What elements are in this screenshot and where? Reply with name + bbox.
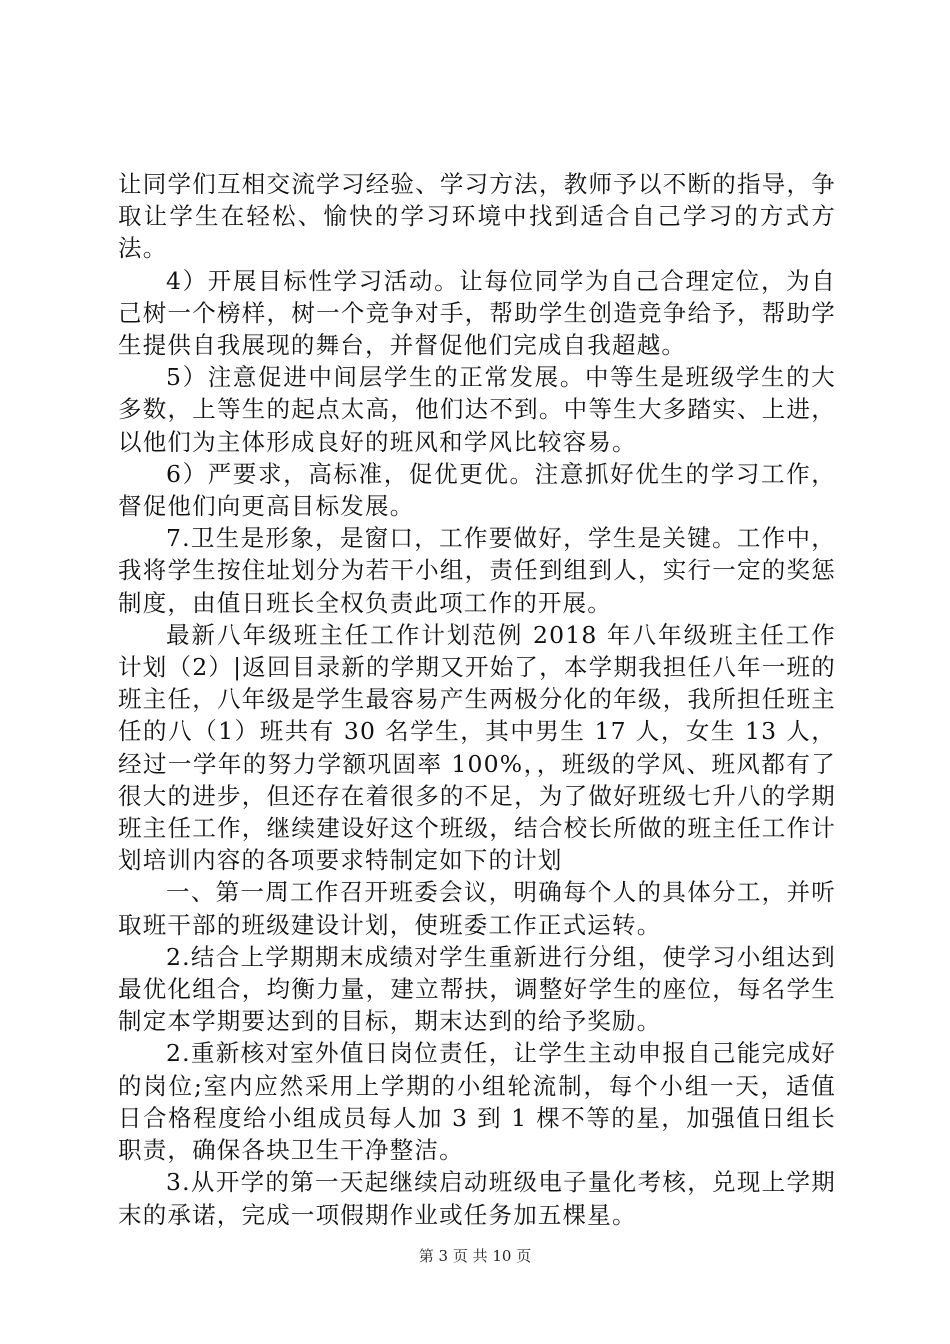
paragraph: 5）注意促进中间层学生的正常发展。中等生是班级学生的大多数，上等生的起点太高，他们达不到。中等生大多踏实、上进，以他们为主体形成良好的班风和学风比较容易。 — [118, 363, 836, 456]
page-footer: 第 3 页 共 10 页 — [418, 1247, 532, 1265]
paragraph: 7.卫生是形象，是窗口，工作要做好，学生是关键。工作中，我将学生按住址划分为若干小组，责任到组到人，实行一定的奖惩制度，由值日班长全权负责此项工作的开展。 — [118, 524, 836, 617]
document-body — [118, 168, 836, 1231]
paragraph: 让同学们互相交流学习经验、学习方法，教师予以不断的指导，争取让学生在轻松、愉快的学习环境中找到适合自己学习的方式方法。 — [118, 170, 836, 263]
paragraph: 6）严要求，高标准，促优更优。注意抓好优生的学习工作，督促他们向更高目标发展。 — [118, 459, 836, 521]
paragraph: 2.重新核对室外值日岗位责任，让学生主动申报自己能完成好的岗位;室内应然采用上学期的小组轮流制，每个小组一天，适值日合格程度给小组成员每人加 3 到 1 棵不等的星，加强值日组长职责，确保各块卫生干净整洁。 — [118, 1039, 836, 1165]
paragraph: 一、第一周工作召开班委会议，明确每个人的具体分工，并听取班干部的班级建设计划，使班委工作正式运转。 — [118, 878, 836, 939]
paragraph: 2.结合上学期期末成绩对学生重新进行分组，使学习小组达到最优化组合，均衡力量，建立帮扶，调整好学生的座位，每名学生制定本学期要达到的目标，期末达到的给予奖励。 — [118, 942, 836, 1036]
paragraph: 最新八年级班主任工作计划范例 2018 年八年级班主任工作计划（2）|返回目录新的学期又开始了，本学期我担任八年一班的班主任，八年级是学生最容易产生两极分化的年级，我所担任班主任的八（1）班共有 30 名学生，其中男生 17 人，女生 13 人，经过一学年的努力学额巩固率 100%，，班级的学风、班风都有了很大的进步，但还存在着很多的不足，为了做好班级七升八的学期班主任工作，继续建设好这个班级，结合校长所做的班主任工作计划培训内容的各项要求特制定如下的计划 — [118, 620, 836, 875]
paragraph: 3.从开学的第一天起继续启动班级电子量化考核，兑现上学期末的承诺，完成一项假期作业或任务加五棵星。 — [118, 1168, 836, 1229]
paragraph: 4）开展目标性学习活动。让每位同学为自己合理定位，为自己树一个榜样，树一个竞争对手，帮助学生创造竞争给予，帮助学生提供自我展现的舞台，并督促他们完成自我超越。 — [118, 266, 836, 360]
